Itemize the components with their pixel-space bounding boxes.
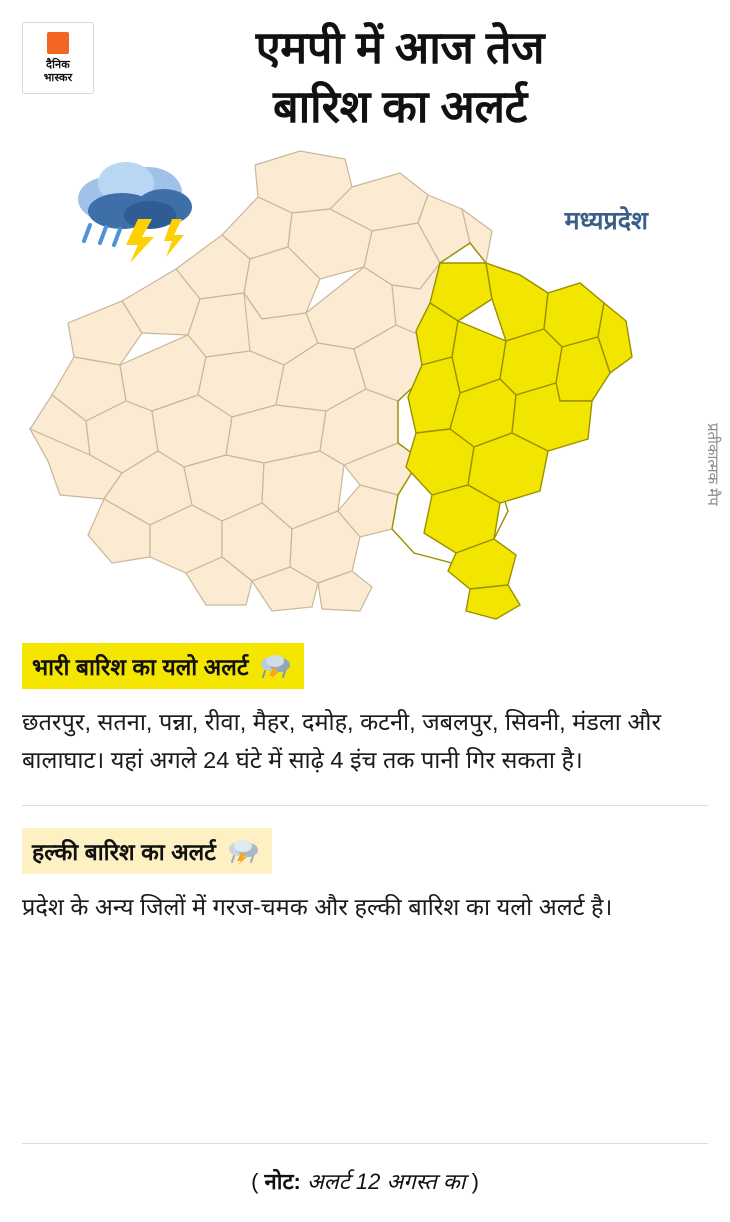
section-divider [22,805,708,806]
footer [0,1117,730,1196]
brand-logo-line1: दैनिक [46,58,70,71]
note-close-paren: ) [471,1169,479,1194]
headline-line-1: एमपी में आज तेज [255,22,545,73]
light-rain-title-bar [22,828,272,874]
symbolic-map-note: प्रतीकात्मक मैप [704,422,721,506]
rain-cloud-icon [258,652,292,680]
footer-note [0,1166,730,1196]
light-rain-cloud-icon [226,837,260,865]
heavy-rain-title: भारी बारिश का यलो अलर्ट [32,653,249,680]
brand-logo-line2: भास्कर [43,71,73,84]
note-open-paren: ( [251,1169,265,1194]
headline-line-2: बारिश का अलर्ट [272,81,528,133]
brand-logo-mark [47,32,69,54]
page-title [94,18,710,137]
heavy-rain-title-bar [22,643,304,689]
note-label: नोट: [264,1169,301,1194]
note-value: अलर्ट 12 अगस्त का [300,1169,472,1194]
brand-logo [22,22,94,94]
footer-divider [22,1143,708,1144]
map-container [0,143,730,643]
light-rain-text: प्रदेश के अन्य जिलों में गरज-चमक और हल्की बारिश का यलो अलर्ट है। [22,893,613,920]
heavy-rain-section [0,643,730,779]
light-rain-title: हल्की बारिश का अलर्ट [32,838,216,865]
light-rain-section [0,828,730,926]
thunderstorm-cloud-icon [60,153,210,263]
state-label: मध्यप्रदेश [564,206,648,235]
header [0,0,730,137]
heavy-rain-text: छतरपुर, सतना, पन्ना, रीवा, मैहर, दमोह, कटनी, जबलपुर, सिवनी, मंडला और बालाघाट। यहां अगले 24 घंटे में साढ़े 4 इंच तक पानी गिर सकता है। [22,708,662,773]
